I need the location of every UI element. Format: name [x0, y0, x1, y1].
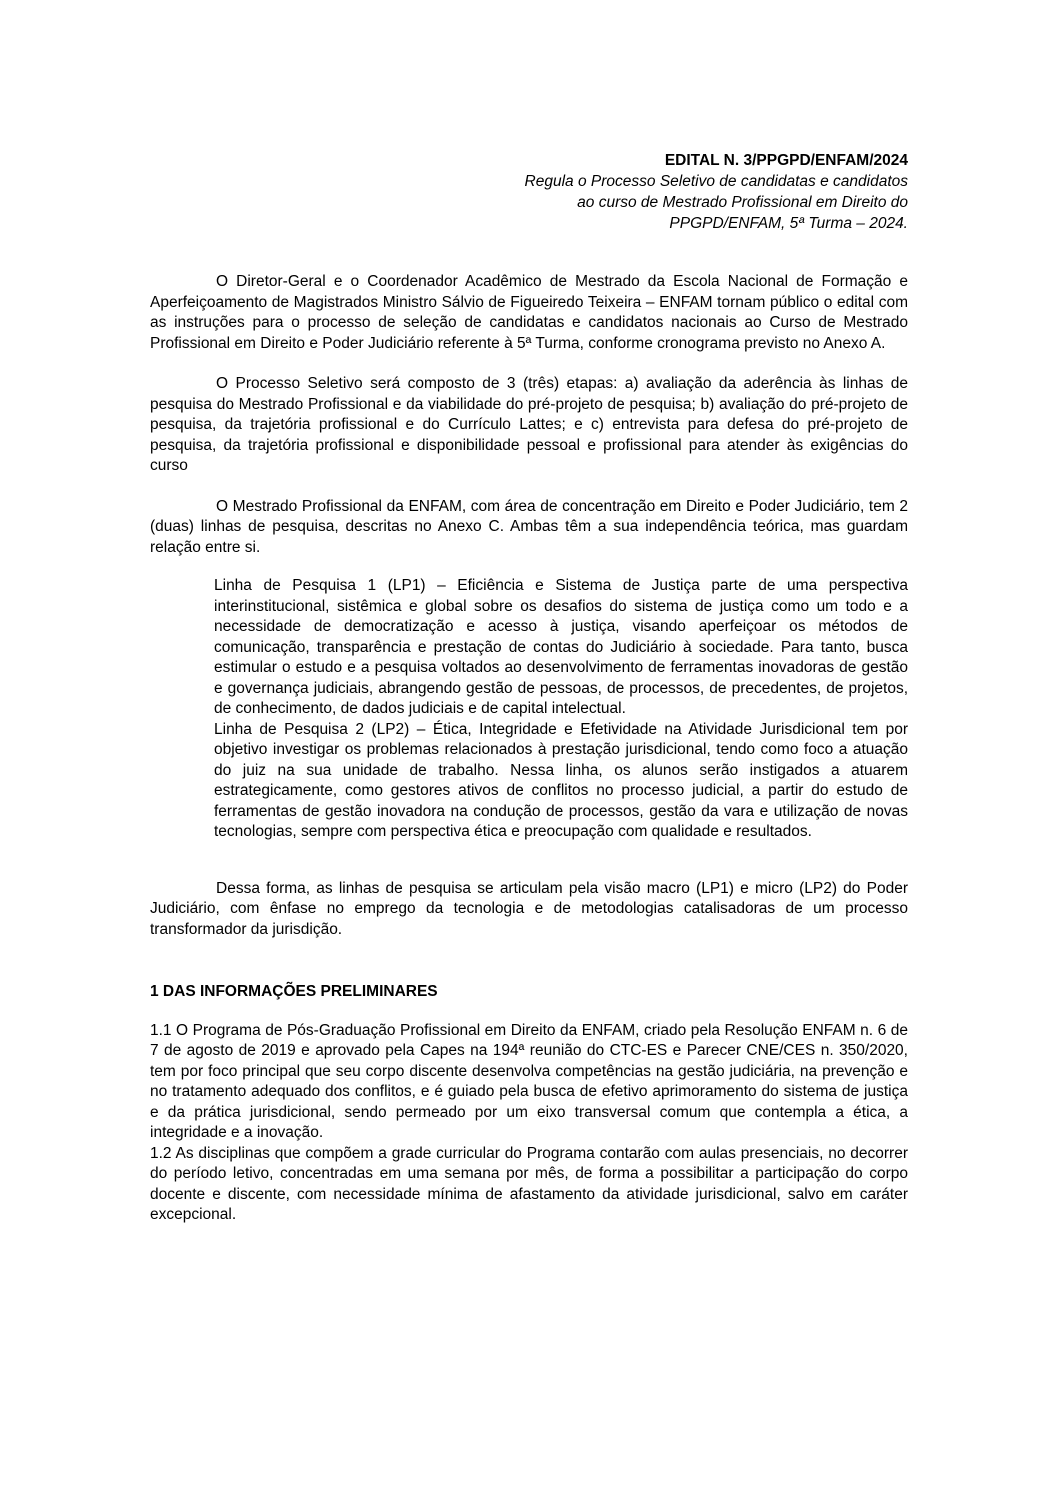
research-lines-block [214, 576, 908, 843]
edital-subtitle-line: PPGPD/ENFAM, 5ª Turma – 2024. [669, 215, 908, 232]
intro-paragraph: O Diretor-Geral e o Coordenador Acadêmico de Mestrado da Escola Nacional de Formação e Aperfeiçoamento de Magistrados Ministro Sálvio de Figueiredo Teixeira – ENFAM tornam público o edital com as instruções para o processo de seleção de candidatas e candidatos nacionais ao Curso de Mestrado Profissional em Direito e Poder Judiciário referente à 5ª Turma, conforme cronograma previsto no Anexo A. [150, 273, 908, 352]
intro-paragraph: O Processo Seletivo será composto de 3 (três) etapas: a) avaliação da aderência às linhas de pesquisa do Mestrado Profissional e da viabilidade do pré-projeto de pesquisa; b) avaliação do pré-projeto de pesquisa, da trajetória profissional e do Currículo Lattes; e c) entrevista para defesa do pré-projeto de pesquisa, da trajetória profissional e disponibilidade pessoal e profissional para atender às exigências do curso [150, 375, 908, 474]
research-line-lp2: Linha de Pesquisa 2 (LP2) – Ética, Integridade e Efetividade na Atividade Jurisdicional tem por objetivo investigar os problemas relacionados à prestação jurisdicional, tendo como foco a atuação do juiz na sua unidade de trabalho. Nessa linha, os alunos serão instigados a atuarem estrategicamente, como gestores ativos de conflitos no processo judicial, a partir do estudo de ferramentas de gestão inovadora na condução de processos, gestão da vara e utilização de novas tecnologias, sempre com perspectiva ética e preocupação com qualidade e resultados. [214, 720, 908, 840]
research-line-lp1: Linha de Pesquisa 1 (LP1) – Eficiência e Sistema de Justiça parte de uma perspectiva interinstitucional, sistêmica e global sobre os desafios do sistema de justiça como um todo e a necessidade de democratização e acesso à justiça, visando aperfeiçoar os métodos de comunicação, transparência e prestação de contas do Judiciário à sociedade. Para tanto, busca estimular o estudo e a pesquisa voltados ao desenvolvimento de ferramentas inovadoras de gestão e governança judiciais, abrangendo gestão de pessoas, de processos, de precedentes, de projetos, de conhecimento, de dados judiciais e de capital intelectual. [214, 577, 908, 717]
edital-title: EDITAL N. 3/PPGPD/ENFAM/2024 [664, 152, 908, 169]
section-item-1-1: 1.1 O Programa de Pós-Graduação Profissional em Direito da ENFAM, criado pela Resolução ENFAM n. 6 de 7 de agosto de 2019 e aprovado pela Capes na 194ª reunião do CTC-ES e Parecer CNE/CES n. 350/2020, tem por foco principal que seu corpo discente desenvolva competências na gestão judiciária, na prevenção e no tratamento adequado dos conflitos, e é guiado pela busca de efetivo aprimoramento do sistema de justiça e da prática jurisdicional, sendo permeado por um eixo transversal comum que contempla a ética, a integridade e a inovação. [150, 1021, 908, 1141]
intro-paragraph: O Mestrado Profissional da ENFAM, com área de concentração em Direito e Poder Judiciário, tem 2 (duas) linhas de pesquisa, descritas no Anexo C. Ambas têm a sua independência teórica, mas guardam relação entre si. [150, 497, 908, 556]
document-body [150, 272, 908, 1226]
closing-paragraph: Dessa forma, as linhas de pesquisa se articulam pela visão macro (LP1) e micro (LP2) do Poder Judiciário, com ênfase no emprego da tecnologia e de metodologias catalisadoras de um processo transformador da jurisdição. [150, 879, 908, 938]
edital-subtitle-line: ao curso de Mestrado Profissional em Direito do [577, 194, 908, 211]
section-title: 1 DAS INFORMAÇÕES PRELIMINARES [150, 983, 438, 1000]
section-item-1-2: 1.2 As disciplinas que compõem a grade curricular do Programa contarão com aulas presenciais, no decorrer do período letivo, concentradas em uma semana por mês, de forma a possibilitar a participação do corpo docente e discente, com necessidade mínima de afastamento da atividade jurisdicional, salvo em caráter excepcional. [150, 1144, 908, 1223]
edital-header [420, 150, 908, 234]
edital-subtitle-line: Regula o Processo Seletivo de candidatas e candidatos [524, 173, 908, 190]
